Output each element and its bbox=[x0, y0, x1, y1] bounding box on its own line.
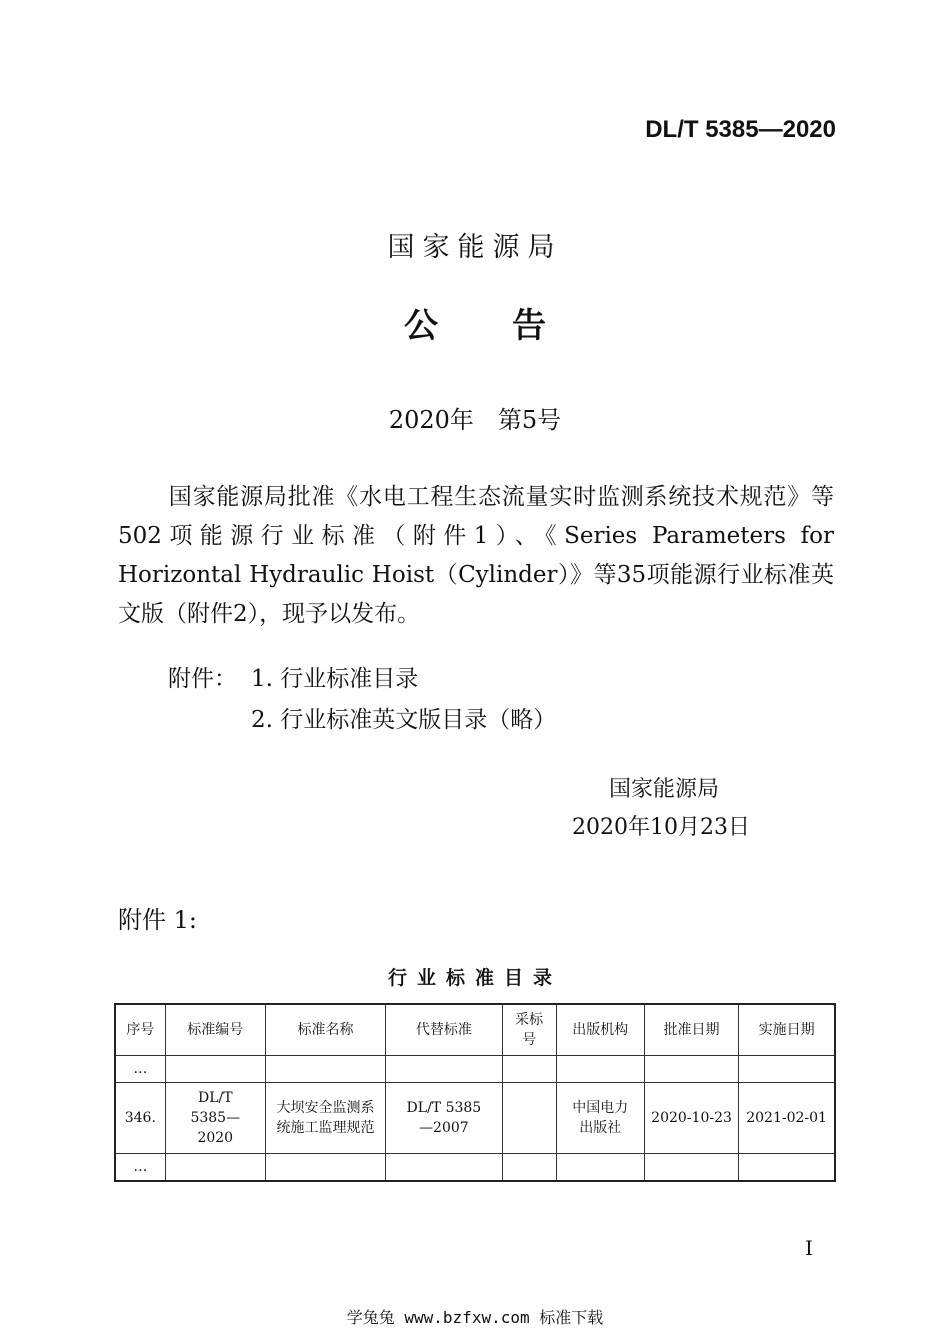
watermark-footer: 学兔兔 www.bzfxw.com 标准下载 bbox=[346, 1308, 604, 1327]
ellipsis-cell: … bbox=[115, 1056, 165, 1083]
table-row bbox=[115, 1154, 835, 1182]
attachment-item-1: 1. 行业标准目录 bbox=[251, 666, 419, 692]
notice-body-text: 国家能源局批准《水电工程生态流量实时监测系统技术规范》等502项能源行业标准（附件1）、《Series Parameters for Horizontal Hydraulic Hoist（Cylinder）》等35项能源行业标准英文版（附件2），现予以发布。 bbox=[118, 484, 834, 627]
attachment-1-heading: 附件 1: bbox=[118, 906, 197, 934]
table-row bbox=[115, 1056, 835, 1083]
cell-adopted bbox=[502, 1083, 556, 1154]
col-header-replaces: 代替标准 bbox=[386, 1004, 502, 1056]
issue-number: 2020年 第5号 bbox=[388, 406, 562, 434]
issuer-title: 国家能源局 bbox=[387, 232, 563, 263]
signature-date: 2020年10月23日 bbox=[572, 815, 750, 840]
col-header-name: 标准名称 bbox=[265, 1004, 385, 1056]
col-header-approved: 批准日期 bbox=[644, 1004, 738, 1056]
ellipsis-cell: … bbox=[115, 1154, 165, 1182]
cell-code: DL/T 5385—2020 bbox=[165, 1083, 265, 1154]
table-row bbox=[115, 1083, 835, 1154]
notice-body bbox=[118, 478, 834, 634]
cell-seq: 346. bbox=[115, 1083, 165, 1154]
standards-table bbox=[114, 1003, 836, 1182]
page-number: I bbox=[805, 1236, 813, 1260]
col-header-code: 标准编号 bbox=[165, 1004, 265, 1056]
notice-title: 公告 bbox=[404, 306, 620, 346]
cell-approved: 2020-10-23 bbox=[644, 1083, 738, 1154]
cell-replaces: DL/T 5385—2007 bbox=[386, 1083, 502, 1154]
col-header-effective: 实施日期 bbox=[739, 1004, 835, 1056]
table-header-row bbox=[115, 1004, 835, 1056]
signature-org: 国家能源局 bbox=[609, 777, 720, 802]
standard-number: DL/T 5385—2020 bbox=[645, 116, 836, 143]
col-header-adopted: 采标号 bbox=[502, 1004, 556, 1056]
cell-effective: 2021-02-01 bbox=[739, 1083, 835, 1154]
col-header-seq: 序号 bbox=[115, 1004, 165, 1056]
table-title: 行业标准目录 bbox=[387, 967, 562, 989]
attachment-item-2: 2. 行业标准英文版目录（略） bbox=[251, 707, 557, 733]
attachments-label: 附件： bbox=[168, 666, 237, 692]
cell-publisher: 中国电力出版社 bbox=[556, 1083, 644, 1154]
cell-name: 大坝安全监测系统施工监理规范 bbox=[265, 1083, 385, 1154]
col-header-publisher: 出版机构 bbox=[556, 1004, 644, 1056]
